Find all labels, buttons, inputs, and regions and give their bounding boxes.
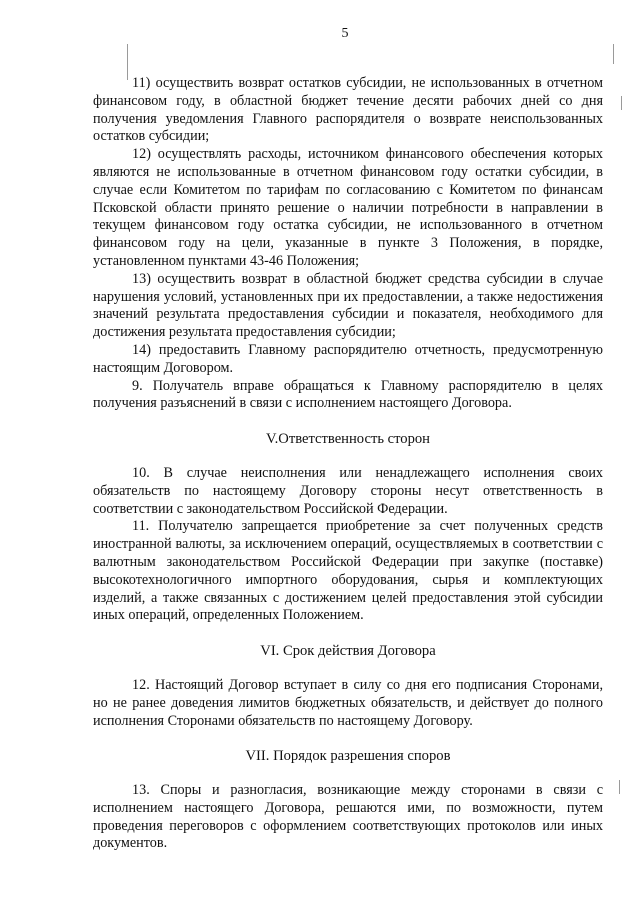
- right-scan-mark: [619, 780, 620, 794]
- paragraph-item-12: 12) осуществлять расходы, источником финансового обеспечения которых являются не использованные в отчетном финансовом году остатки субсидии, в случае если Комитетом по тарифам по согласованию с Комитетом по финансам Псковской области принято решение о наличии потребности в направлении в текущем финансовом году остатка субсидии, не использованного в отчетном финансовом году на цели, указанные в пункте 3 Положения, в порядке, установленном пунктами 43-46 Положения;: [93, 146, 603, 269]
- paragraph-clause-10: 10. В случае неисполнения или ненадлежащего исполнения своих обязательств по настоящему Договору стороны несут ответственность в соответствии с законодательством Российской Федерации.: [93, 464, 603, 517]
- right-scan-mark: [621, 96, 622, 110]
- paragraph-clause-13: 13. Споры и разногласия, возникающие между сторонами в связи с исполнением настоящего Договора, решаются ими, по возможности, путем проведения переговоров с оформлением соответствующих протоколов или иных документов.: [93, 782, 603, 852]
- right-scan-mark: [613, 44, 614, 64]
- paragraph-clause-11: 11. Получателю запрещается приобретение за счет полученных средств иностранной валюты, за исключением операций, осуществляемых в соответствии с валютным законодательством Российской Федерации при закупке (поставке) высокотехнологичного импортного оборудования, сырья и комплектующих изделий, а также связанных с достижением целей предоставления этой субсидии иных операций, определенных Положением.: [93, 518, 603, 624]
- paragraph-item-11: 11) осуществить возврат остатков субсидии, не использованных в отчетном финансовом году, в областной бюджет течение десяти рабочих дней со дня получения уведомления Главного распорядителя о возврате неиспользованных остатков субсидии;: [93, 75, 603, 145]
- document-body: [93, 75, 603, 853]
- section-heading-term: VI. Срок действия Договора: [260, 643, 436, 660]
- paragraph-item-14: 14) предоставить Главному распорядителю отчетность, предусмотренную настоящим Договором.: [93, 341, 603, 376]
- paragraph-clause-12: 12. Настоящий Договор вступает в силу со дня его подписания Сторонами, но не ранее доведения лимитов бюджетных обязательств, и действует до полного исполнения Сторонами обязательств по настоящему Договору.: [93, 676, 603, 729]
- page-number: 5: [341, 26, 349, 41]
- section-heading-responsibility: V.Ответственность сторон: [265, 431, 430, 448]
- paragraph-clause-9: 9. Получатель вправе обращаться к Главному распорядителю в целях получения разъяснений в связи с исполнением настоящего Договора.: [93, 377, 603, 412]
- section-heading-disputes: VII. Порядок разрешения споров: [245, 748, 451, 765]
- paragraph-item-13: 13) осуществить возврат в областной бюджет средства субсидии в случае нарушения условий, установленных при их предоставлении, а также недостижения значений результата предоставления субсидии и показателя, необходимого для достижения результата предоставления субсидии;: [93, 270, 603, 341]
